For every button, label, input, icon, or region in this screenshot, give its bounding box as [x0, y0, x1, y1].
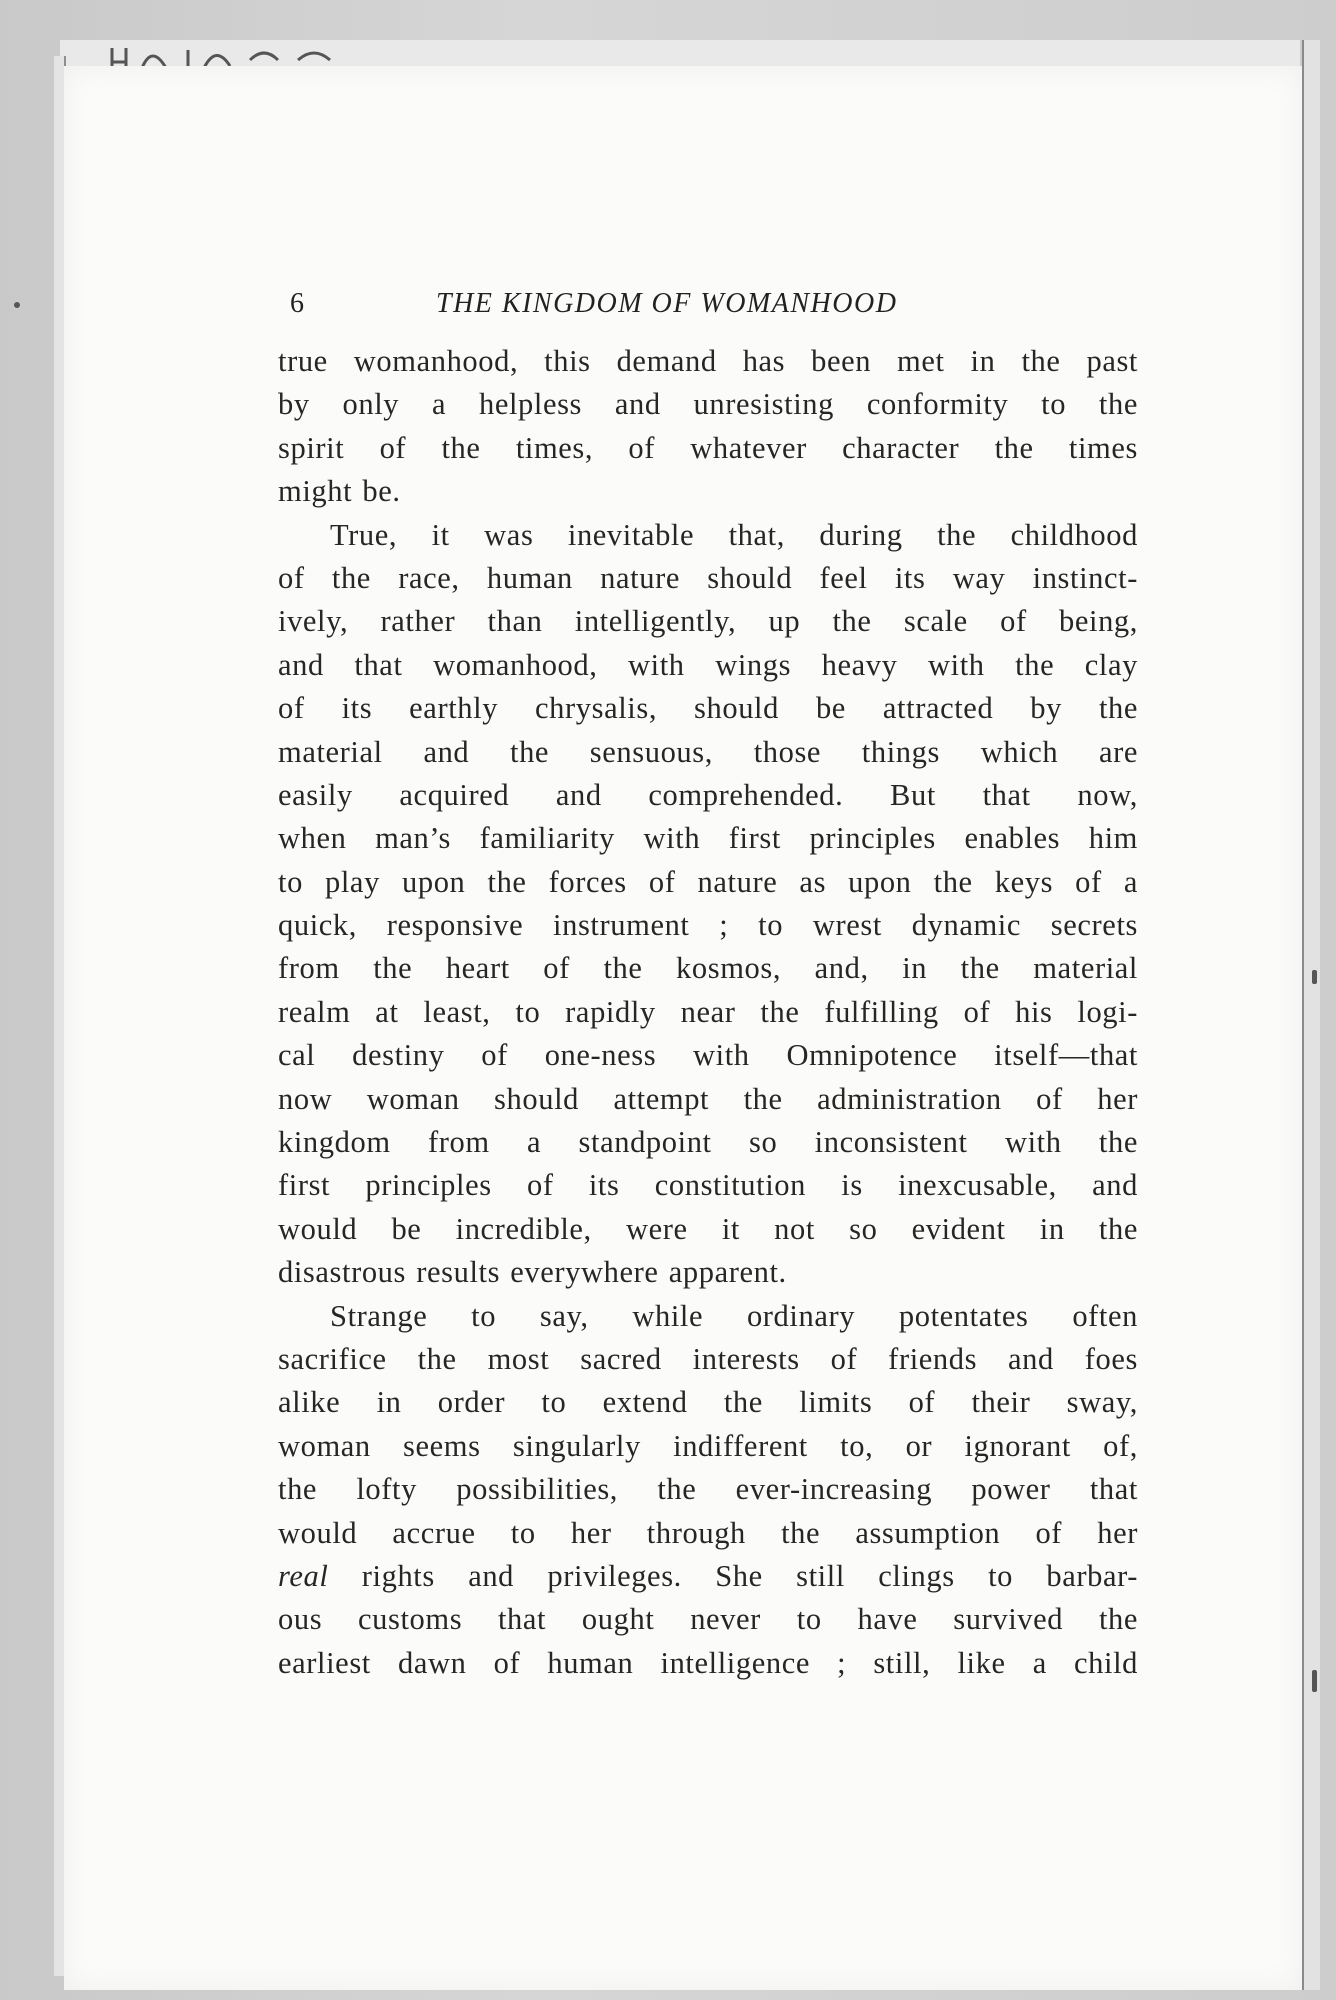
text-line: and that womanhood, with wings heavy with the clay — [278, 647, 1138, 682]
text-line: easily acquired and comprehended. But that now, — [278, 777, 1138, 812]
text-line: would accrue to her through the assumption of her — [278, 1515, 1138, 1550]
text-line: alike in order to extend the limits of their sway, — [278, 1385, 1138, 1420]
text-line: woman seems singularly indifferent to, or ignorant of, — [278, 1428, 1138, 1463]
text-line: of its earthly chrysalis, should be attracted by the — [278, 691, 1138, 726]
page-header — [290, 288, 1090, 328]
text-line: first principles of its constitution is inexcusable, and — [278, 1168, 1138, 1203]
text-line: from the heart of the kosmos, and, in the material — [278, 951, 1138, 986]
text-line: the lofty possibilities, the ever-increasing power that — [278, 1472, 1138, 1507]
text-line: when man’s familiarity with first principles enables him — [278, 821, 1138, 856]
page-edge-right — [1302, 40, 1320, 1990]
text-line: cal destiny of one-ness with Omnipotence itself—that — [278, 1038, 1138, 1073]
page-number: 6 — [290, 288, 305, 319]
text-line: realm at least, to rapidly near the fulfilling of his logi- — [278, 994, 1138, 1029]
text-line: kingdom from a standpoint so inconsistent with the — [278, 1125, 1138, 1160]
body-text — [278, 340, 1138, 1685]
text-line: True, it was inevitable that, during the childhood — [330, 517, 1138, 552]
running-title: THE KINGDOM OF WOMANHOOD — [436, 288, 898, 319]
text-line: earliest dawn of human intelligence ; still, like a child — [278, 1645, 1138, 1680]
text-line: sacrifice the most sacred interests of friends and foes — [278, 1341, 1138, 1376]
scan-speck — [1312, 1670, 1317, 1692]
italic-word: real — [278, 1558, 329, 1593]
text-line: might be. — [278, 474, 401, 509]
text-line: by only a helpless and unresisting conformity to the — [278, 387, 1138, 422]
text-line: Strange to say, while ordinary potentates often — [330, 1298, 1138, 1333]
text-line: ively, rather than intelligently, up the scale of being, — [278, 604, 1138, 639]
text-line-rest: rights and privileges. She still clings to barbar- — [328, 1558, 1138, 1593]
text-line: of the race, human nature should feel its way instinct- — [278, 560, 1138, 595]
text-line: would be incredible, were it not so evident in the — [278, 1211, 1138, 1246]
text-line-with-italic — [278, 1555, 1138, 1598]
scan-speck — [1312, 970, 1317, 984]
text-line: material and the sensuous, those things which are — [278, 734, 1138, 769]
text-line: true womanhood, this demand has been met in the past — [278, 344, 1138, 378]
text-line: to play upon the forces of nature as upon the keys of a — [278, 864, 1138, 899]
text-line: ous customs that ought never to have survived the — [278, 1602, 1138, 1637]
text-line: spirit of the times, of whatever character the times — [278, 430, 1138, 465]
text-line: disastrous results everywhere apparent. — [278, 1255, 787, 1290]
text-line: now woman should attempt the administration of her — [278, 1081, 1138, 1116]
scan-speck — [14, 302, 20, 308]
text-line: quick, responsive instrument ; to wrest dynamic secrets — [278, 908, 1138, 943]
